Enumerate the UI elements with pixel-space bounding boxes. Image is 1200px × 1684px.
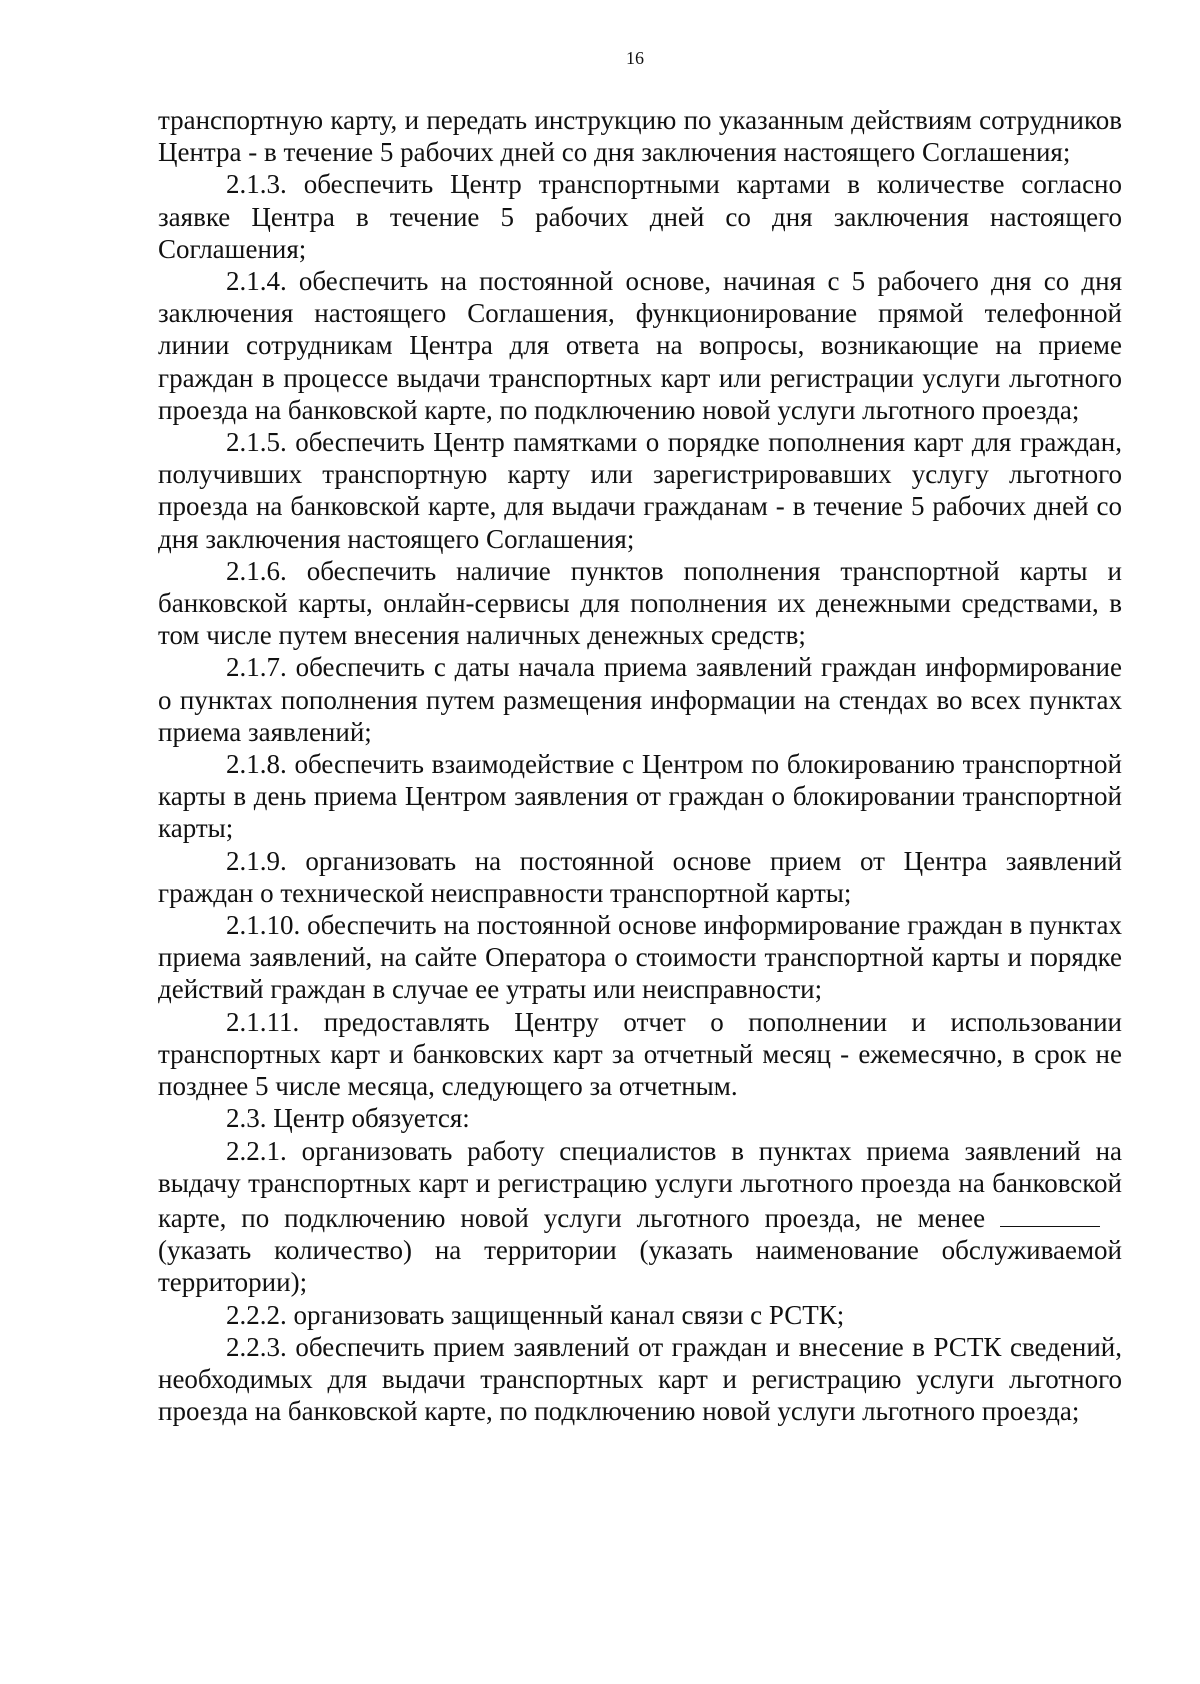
paragraph-2-1-6: 2.1.6. обеспечить наличие пунктов пополнения транспортной карты и банковской карты, онлайн-сервисы для пополнения их денежными средствами, в том числе путем внесения наличных денежных средств; — [158, 555, 1122, 651]
document-body — [158, 104, 1122, 1427]
paragraph-2-1-8: 2.1.8. обеспечить взаимодействие с Центром по блокированию транспортной карты в день приема Центром заявления от граждан о блокировании транспортной карты; — [158, 749, 1122, 844]
paragraph-continuation: транспортную карту, и передать инструкцию по указанным действиям сотрудников Центра - в течение 5 рабочих дней со дня заключения настоящего Соглашения; — [158, 105, 1122, 168]
paragraph-2-1-5: 2.1.5. обеспечить Центр памятками о порядке пополнения карт для граждан, получивших транспортную карту или зарегистрировавших услугу льготного проезда на банковской карте, для выдачи гражданам - в течение 5 рабочих дней со дня заключения настоящего Соглашения; — [158, 427, 1122, 554]
paragraph-2-1-3: 2.1.3. обеспечить Центр транспортными картами в количестве согласно заявке Центра в течение 5 рабочих дней со дня заключения настоящего Соглашения; — [158, 169, 1122, 264]
paragraph-2-1-9: 2.1.9. организовать на постоянной основе прием от Центра заявлений граждан о технической неисправности транспортной карты; — [158, 845, 1122, 908]
paragraph-2-2-2: 2.2.2. организовать защищенный канал связи с РСТК; — [226, 1299, 845, 1330]
section-heading-2-3: 2.3. Центр обязуется: — [226, 1103, 470, 1134]
page-number: 16 — [626, 48, 644, 68]
paragraph-2-2-1-part-2: (указать количество) на территории (указать наименование обслуживаемой территории); — [158, 1235, 1122, 1298]
blank-fill-line — [1000, 1199, 1100, 1227]
paragraph-2-2-1-part-1: 2.2.1. организовать работу специалистов в пунктах приема заявлений на выдачу транспортных карт и регистрацию услуги льготного проезда на банковской карте, по подключению новой услуги льготного проезда, не менее — [158, 1135, 1122, 1233]
paragraph-2-1-10: 2.1.10. обеспечить на постоянной основе информирование граждан в пунктах приема заявлений, на сайте Оператора о стоимости транспортной карты и порядке действий граждан в случае ее утраты или неисправности; — [158, 910, 1122, 1005]
paragraph-2-1-7: 2.1.7. обеспечить с даты начала приема заявлений граждан информирование о пунктах пополнения путем размещения информации на стендах во всех пунктах приема заявлений; — [158, 652, 1122, 747]
paragraph-2-2-3: 2.2.3. обеспечить прием заявлений от граждан и внесение в РСТК сведений, необходимых для выдачи транспортных карт и регистрацию услуги льготного проезда на банковской карте, по подключению новой услуги льготного проезда; — [158, 1331, 1122, 1427]
paragraph-2-1-11: 2.1.11. предоставлять Центру отчет о пополнении и использовании транспортных карт и банковских карт за отчетный месяц - ежемесячно, в срок не позднее 5 числе месяца, следующего за отчетным. — [158, 1006, 1122, 1102]
paragraph-2-2-1 — [158, 1135, 1122, 1299]
paragraph-2-1-4: 2.1.4. обеспечить на постоянной основе, начиная с 5 рабочего дня со дня заключения настоящего Соглашения, функционирование прямой телефонной линии сотрудникам Центра для ответа на вопросы, возникающие на приеме граждан в процессе выдачи транспортных карт или регистрации услуги льготного проезда на банковской карте, по подключению новой услуги льготного проезда; — [158, 266, 1122, 425]
